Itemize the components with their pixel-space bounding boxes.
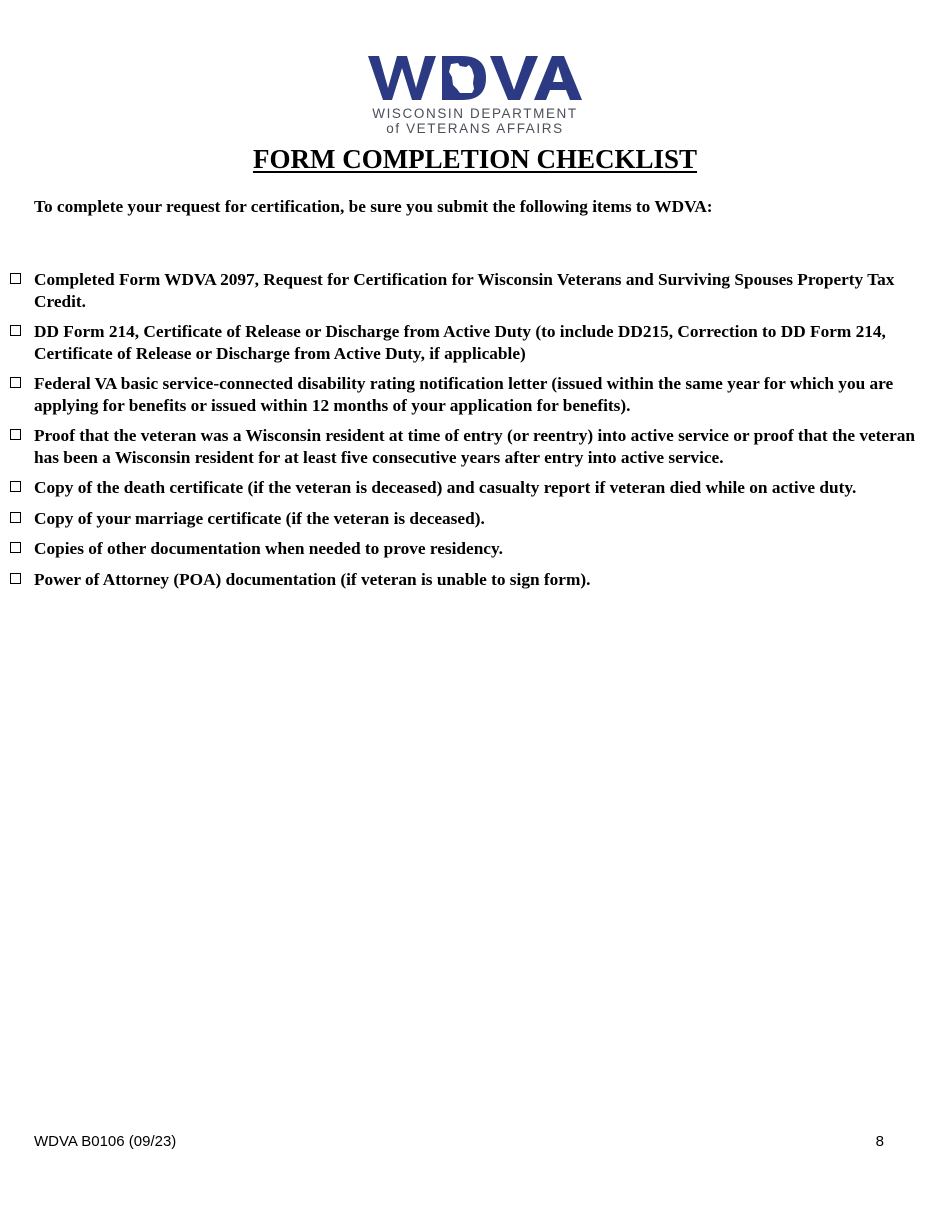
- checklist-item: [10, 269, 925, 312]
- checklist-item: [10, 425, 925, 468]
- intro-text: To complete your request for certification, be sure you submit the following items to WDVA:: [34, 197, 713, 216]
- checkbox-icon[interactable]: [10, 542, 21, 553]
- checkbox-icon[interactable]: [10, 273, 21, 284]
- checkbox-icon[interactable]: [10, 512, 21, 523]
- document-checklist: [10, 269, 925, 599]
- checklist-item: [10, 321, 925, 364]
- checkbox-icon[interactable]: [10, 377, 21, 388]
- checklist-item: [10, 508, 925, 530]
- checkbox-icon[interactable]: [10, 325, 21, 336]
- checklist-item-text: DD Form 214, Certificate of Release or Discharge from Active Duty (to include DD215, Correction to DD Form 214, Certificate of Release or Discharge from Active Duty, if applicable): [34, 322, 886, 363]
- checkbox-icon[interactable]: [10, 429, 21, 440]
- logo-letter-w: [368, 56, 436, 100]
- checklist-item: [10, 477, 925, 499]
- checklist-item-text: Completed Form WDVA 2097, Request for Certification for Wisconsin Veterans and Surviving Spouses Property Tax Credit.: [34, 270, 895, 311]
- checklist-item-text: Copy of your marriage certificate (if the veteran is deceased).: [34, 508, 485, 528]
- checkbox-icon[interactable]: [10, 481, 21, 492]
- logo-text-line2: of VETERANS AFFAIRS: [386, 121, 564, 136]
- wdva-logo-mark: [362, 52, 588, 102]
- checklist-item-text: Power of Attorney (POA) documentation (if veteran is unable to sign form).: [34, 569, 591, 589]
- page-title: FORM COMPLETION CHECKLIST: [252, 144, 698, 174]
- checklist-item-text: Proof that the veteran was a Wisconsin resident at time of entry (or reentry) into active service or proof that the veteran has been a Wisconsin resident for at least five consecutive years after entry into active service.: [34, 426, 915, 467]
- checklist-item: [10, 569, 925, 591]
- form-code: WDVA B0106 (09/23): [34, 1133, 177, 1150]
- page-number: 8: [875, 1133, 884, 1150]
- checklist-item-text: Federal VA basic service-connected disability rating notification letter (issued within the same year for which you are applying for benefits or issued within 12 months of your application for benefits).: [34, 374, 894, 415]
- logo-text-line1: WISCONSIN DEPARTMENT: [372, 106, 578, 121]
- checklist-item-text: Copies of other documentation when needed to prove residency.: [34, 539, 503, 558]
- logo-letter-v: [490, 56, 538, 100]
- checklist-item: [10, 373, 925, 416]
- wdva-logo: [362, 52, 588, 142]
- checklist-item-text: Copy of the death certificate (if the veteran is deceased) and casualty report if veteran died while on active duty.: [34, 478, 857, 497]
- checklist-item: [10, 538, 925, 560]
- checkbox-icon[interactable]: [10, 573, 21, 584]
